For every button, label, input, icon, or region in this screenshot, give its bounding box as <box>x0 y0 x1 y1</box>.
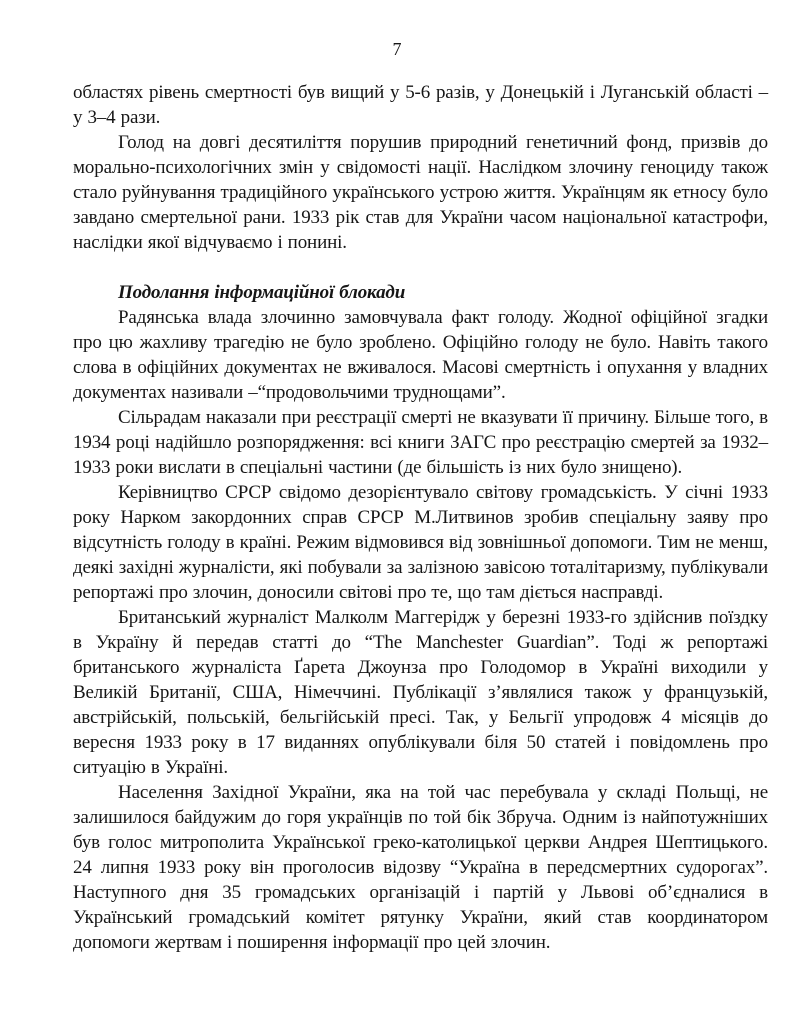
paragraph: Радянська влада злочинно замовчувала факт голоду. Жодної офіційної згадки про цю жахливу трагедію не було зроблено. Офіційно голоду не було. Навіть такого слова в офіційних документах не вживалося. Масові смертність і опухання у владних документах називали –“продовольчими труднощами”. <box>73 307 768 403</box>
paragraph-continuation: областях рівень смертності був вищий у 5-6 разів, у Донецькій і Луганській області – у 3–4 рази. <box>73 82 768 128</box>
paragraph: Голод на довгі десятиліття порушив природний генетичний фонд, призвів до морально-психологічних змін у свідомості нації. Наслідком злочину геноциду також стало руйнування традиційного українського устрою життя. Українцям як етносу було завдано смертельної рани. 1933 рік став для України часом національної катастрофи, наслідки якої відчуваємо і понині. <box>73 132 768 253</box>
document-body <box>73 80 768 955</box>
paragraph: Населення Західної України, яка на той час перебувала у складі Польщі, не залишилося байдужим до горя українців по той бік Збруча. Одним із найпотужніших був голос митрополита Української греко-католицької церкви Андрея Шептицького. 24 липня 1933 року він проголосив відозву “Україна в передсмертних судорогах”. Наступного дня 35 громадських організацій і партій у Львові об’єдналися в Український громадський комітет рятунку України, який став координатором допомоги жертвам і поширення інформації про цей злочин. <box>73 782 768 953</box>
paragraph: Британський журналіст Малколм Маггерідж у березні 1933-го здійснив поїздку в Україну й передав статті до “The Manchester Guardian”. Тоді ж репортажі британського журналіста Ґарета Джоунза про Голодомор в Україні виходили у Великій Британії, США, Німеччині. Публікації з’являлися також у французькій, австрійській, польській, бельгійській пресі. Так, у Бельгії упродовж 4 місяців до вересня 1933 року в 17 виданнях опублікували біля 50 статей і повідомлень про ситуацію в Україні. <box>73 607 768 778</box>
section-heading: Подолання інформаційної блокади <box>118 282 406 303</box>
paragraph: Керівництво СРСР свідомо дезорієнтувало світову громадськість. У січні 1933 року Нарком закордонних справ СРСР М.Литвинов зробив спеціальну заяву про відсутність голоду в країні. Режим відмовився від зовнішньої допомоги. Тим не менш, деякі західні журналісти, які побували за залізною завісою тоталітаризму, публікували репортажі про злочин, доносили світові про те, що там діється насправді. <box>73 482 768 603</box>
paragraph: Сільрадам наказали при реєстрації смерті не вказувати її причину. Більше того, в 1934 році надійшло розпорядження: всі книги ЗАГС про реєстрацію смертей за 1932–1933 роки вислати в спеціальні частини (де більшість із них було знищено). <box>73 407 768 478</box>
page-number: 7 <box>392 39 402 59</box>
